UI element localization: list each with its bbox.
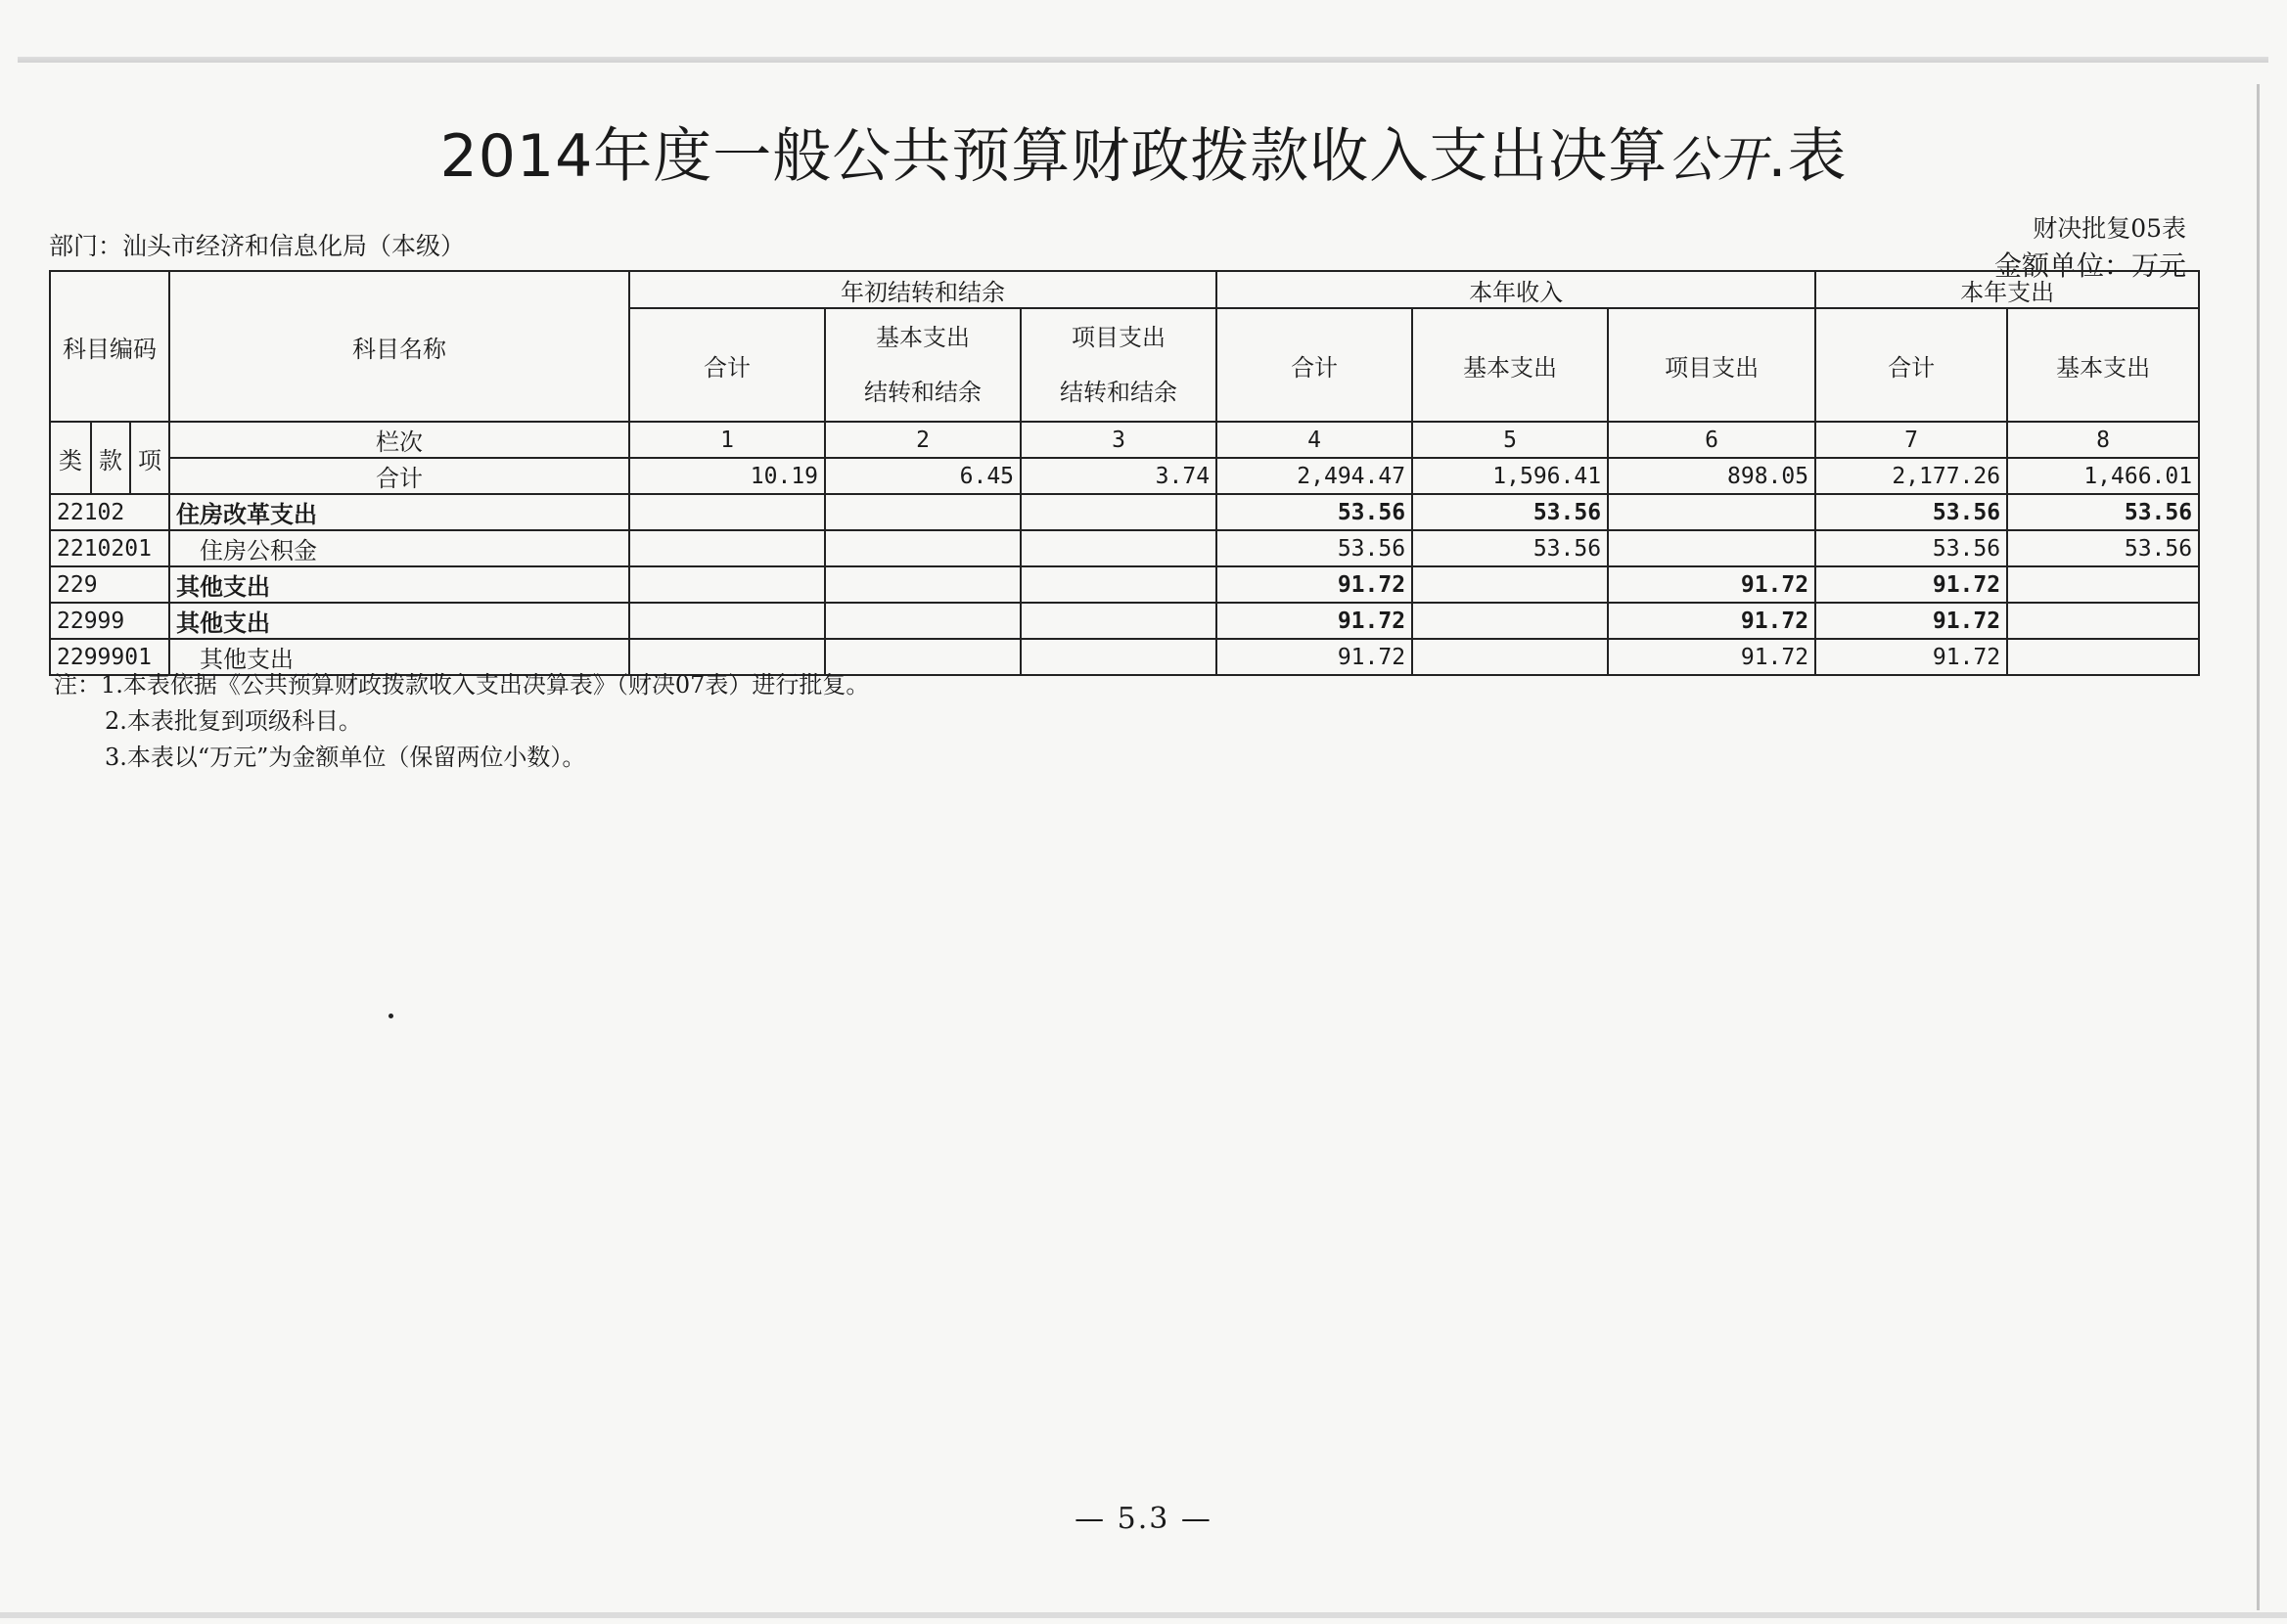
table-row	[50, 603, 2199, 639]
income-project-header: 项目支出	[1608, 308, 1815, 422]
note-2: 2.本表批复到项级科目。	[105, 707, 362, 735]
row-value: 53.56	[1815, 494, 2007, 530]
column-index: 7	[1815, 422, 2007, 458]
code-header: 科目编码	[50, 271, 169, 422]
row-value	[825, 494, 1021, 530]
column-index: 8	[2007, 422, 2199, 458]
row-value	[629, 566, 825, 603]
row-value	[1021, 566, 1216, 603]
row-value	[2007, 566, 2199, 603]
table-row	[50, 530, 2199, 566]
row-value: 91.72	[1608, 603, 1815, 639]
income-total-header: 合计	[1216, 308, 1412, 422]
row-code: 229	[50, 566, 169, 603]
column-index-row	[50, 422, 2199, 458]
row-value: 91.72	[1216, 566, 1412, 603]
group-expenditure: 本年支出	[1815, 271, 2199, 308]
income-basic-header: 基本支出	[1412, 308, 1608, 422]
column-index: 5	[1412, 422, 1608, 458]
name-header: 科目名称	[169, 271, 629, 422]
row-code: 2299901	[50, 639, 169, 675]
row-code: 22999	[50, 603, 169, 639]
header-row-groups	[50, 271, 2199, 308]
row-value	[629, 494, 825, 530]
total-cell: 10.19	[629, 458, 825, 494]
total-label: 合计	[169, 458, 629, 494]
row-name: 其他支出	[169, 566, 629, 603]
group-carryover: 年初结转和结余	[629, 271, 1216, 308]
data-rows	[50, 494, 2199, 675]
column-index-label: 栏次	[169, 422, 629, 458]
carry-total-header: 合计	[629, 308, 825, 422]
row-value	[1412, 639, 1608, 675]
row-name: 其他支出	[169, 639, 629, 675]
total-cell: 1,596.41	[1412, 458, 1608, 494]
total-cell: 2,494.47	[1216, 458, 1412, 494]
row-value	[825, 603, 1021, 639]
total-cell: 3.74	[1021, 458, 1216, 494]
notes	[54, 667, 869, 776]
row-value: 53.56	[2007, 494, 2199, 530]
row-value	[1021, 494, 1216, 530]
page-number: — 5.3 —	[1075, 1502, 1212, 1536]
table-row	[50, 494, 2199, 530]
expense-total-header: 合计	[1815, 308, 2007, 422]
row-value: 91.72	[1815, 566, 2007, 603]
page-title	[0, 110, 2287, 194]
column-index: 3	[1021, 422, 1216, 458]
row-value	[1021, 530, 1216, 566]
scan-speck	[389, 1014, 393, 1018]
row-value	[629, 603, 825, 639]
carry-basic-header	[825, 308, 1021, 422]
row-value	[1021, 639, 1216, 675]
row-value: 53.56	[1216, 494, 1412, 530]
total-cell: 6.45	[825, 458, 1021, 494]
row-value: 53.56	[1815, 530, 2007, 566]
row-value	[1608, 530, 1815, 566]
column-index: 4	[1216, 422, 1412, 458]
row-value: 91.72	[1608, 566, 1815, 603]
total-cell: 898.05	[1608, 458, 1815, 494]
group-income: 本年收入	[1216, 271, 1815, 308]
row-name: 其他支出	[169, 603, 629, 639]
scan-right-edge	[2257, 84, 2260, 1610]
row-value	[825, 530, 1021, 566]
row-value	[629, 530, 825, 566]
row-value: 91.72	[1815, 639, 2007, 675]
budget-table	[49, 270, 2200, 676]
carry-basic-line1: 基本支出	[876, 324, 971, 351]
total-row	[50, 458, 2199, 494]
form-number: 财决批复05表	[2033, 214, 2186, 243]
title-text: 2014年度一般公共预算财政拨款收入支出决算	[439, 122, 1669, 191]
scan-top-edge	[18, 57, 2268, 63]
handwritten-annotation: 公开	[1668, 131, 1768, 188]
row-code: 22102	[50, 494, 169, 530]
code-sub-xiang: 项	[130, 422, 169, 494]
column-index: 1	[629, 422, 825, 458]
row-value: 91.72	[1608, 639, 1815, 675]
note-1: 注：1.本表依据《公共预算财政拨款收入支出决算表》（财决07表）进行批复。	[54, 671, 870, 699]
row-value	[1412, 603, 1608, 639]
row-value: 53.56	[1412, 530, 1608, 566]
row-value	[1608, 494, 1815, 530]
row-value	[2007, 639, 2199, 675]
row-value: 53.56	[1216, 530, 1412, 566]
expense-basic-header: 基本支出	[2007, 308, 2199, 422]
table-row	[50, 566, 2199, 603]
total-cell: 1,466.01	[2007, 458, 2199, 494]
row-value: 91.72	[1216, 603, 1412, 639]
carry-project-line2: 结转和结余	[1060, 379, 1178, 406]
column-index: 2	[825, 422, 1021, 458]
carry-project-header	[1021, 308, 1216, 422]
row-value	[1412, 566, 1608, 603]
row-value: 91.72	[1815, 603, 2007, 639]
row-value	[825, 566, 1021, 603]
amount-unit: 金额单位：万元	[1993, 249, 2186, 282]
note-3: 3.本表以“万元”为金额单位（保留两位小数）。	[105, 744, 586, 771]
code-sub-kuan: 款	[91, 422, 130, 494]
column-index: 6	[1608, 422, 1815, 458]
carry-basic-line2: 结转和结余	[864, 379, 983, 406]
row-value	[1021, 603, 1216, 639]
row-code: 2210201	[50, 530, 169, 566]
code-sub-lei: 类	[50, 422, 91, 494]
row-name: 住房改革支出	[169, 494, 629, 530]
row-value: 91.72	[1216, 639, 1412, 675]
row-value: 53.56	[1412, 494, 1608, 530]
title-suffix: .表	[1767, 122, 1848, 191]
row-name: 住房公积金	[169, 530, 629, 566]
total-cell: 2,177.26	[1815, 458, 2007, 494]
carry-project-line1: 项目支出	[1072, 324, 1166, 351]
row-value: 53.56	[2007, 530, 2199, 566]
department-label: 部门：汕头市经济和信息化局（本级）	[49, 232, 466, 260]
scan-bottom-edge	[0, 1612, 2287, 1618]
row-value	[2007, 603, 2199, 639]
